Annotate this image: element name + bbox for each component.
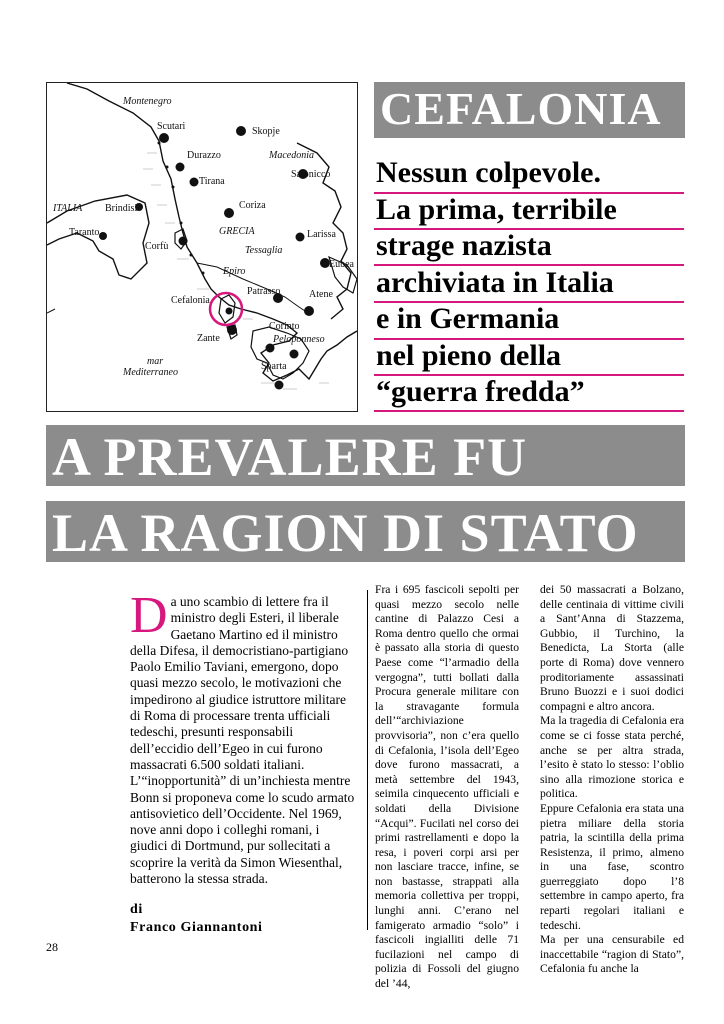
map-label: Zante — [197, 333, 220, 344]
map-label: Atene — [309, 289, 333, 300]
map-label: Skopje — [252, 126, 280, 137]
subtitle-line: archiviata in Italia — [376, 266, 614, 299]
map-label: Durazzo — [187, 150, 221, 161]
body-column-1: Fra i 695 fascicoli sepolti per quasi mezzo secolo nelle cantine di Palazzo Cesi a Roma dentro quello che ormai è passato alla storia di questo Paese come “l’armadio della vergogna”, tutti bollati dalla Procura generale militare con la stravagante formula dell’“archiviazione provvisoria”, non c’era quello di Cefalonia, l’isola dell’Egeo dove furono massacrati, a metà settembre del 1943, seimila cinquecento ufficiali e soldati della Divisione “Acqui”. Fucilati nel corso dei primi rastrellamenti e dopo la resa, i poveri corpi arsi per non lasciare tracce, infine, se non bastasse, strappati alla memoria collettiva per troppi, lunghi anni. C’erano nel famigerato armadio “solo” i fascicoli ingialliti delle 71 fucilazioni nel campo di polizia di Fossoli del giugno del ’44, — [375, 583, 519, 991]
map-label: Brindisi — [105, 203, 138, 214]
map-label: Montenegro — [123, 96, 172, 107]
map-label: Epiro — [223, 266, 246, 277]
map-label: Eubea — [329, 259, 354, 270]
map-label: Mediterraneo — [123, 367, 178, 378]
subtitle-line: “guerra fredda” — [376, 375, 585, 408]
map-label: Larissa — [307, 229, 336, 240]
map-figure — [46, 82, 358, 412]
byline-author: Franco Giannantoni — [130, 920, 263, 935]
byline-di: di — [130, 902, 143, 917]
map-label: Coriza — [239, 200, 266, 211]
map-label: Patrasso — [247, 286, 281, 297]
map-label: Macedonia — [269, 150, 314, 161]
map-label: Corinto — [269, 321, 300, 332]
headline-band-2-text: LA RAGION DI STATO — [52, 503, 639, 563]
map-label: Tirana — [199, 176, 225, 187]
intro-text: a uno scambio di lettere fra il ministro degli Esteri, il liberale Gaetano Martino ed il ministro della Difesa, il democristiano-partigiano Paolo Emilio Taviani, emergono, dopo quasi mezzo secolo, le motivazioni che impedirono al giudice istruttore militare di Roma di processare trenta ufficiali tedeschi, presunti responsabili dell’eccidio dell’Egeo in cui furono massacrati 6.500 soldati italiani. L’“inopportunità” di un’inchiesta mentre Bonn si proponeva come lo scudo armato antisovietico dell’Occidente. Nel 1969, nove anni dopo i colleghi romani, i giudici di Dortmund, pur sollecitati a scoprire la verità da Simon Wiesenthal, batterono la stessa strada. — [130, 594, 355, 887]
cefalonia-highlight-circle — [210, 293, 242, 325]
headline-band-1-text: A PREVALERE FU — [52, 427, 528, 487]
intro-paragraph — [130, 587, 358, 887]
map-label: Peloponneso — [273, 334, 325, 345]
map-label: ITALIA — [53, 203, 83, 214]
map-label: Cefalonia — [171, 295, 210, 306]
article-title: CEFALONIA — [380, 83, 662, 134]
body-paragraph: Ma la tragedia di Cefalonia era come se ci fosse stata perché, anche se per altra strada, l’esito è stato lo stesso: l’oblio sino alla rimozione storica e politica. — [540, 714, 684, 801]
map-label: Sparta — [261, 361, 287, 372]
subtitle-line: e in Germania — [376, 302, 560, 335]
map-label: Salonicco — [291, 169, 331, 180]
map-label: GRECIA — [219, 226, 255, 237]
drop-cap: D — [130, 587, 168, 644]
map-label: Tessaglia — [245, 245, 283, 256]
body-paragraph: Eppure Cefalonia era stata una pietra miliare della storia patria, la scintilla della prima Resistenza, il primo, almeno in una fase, scontro guerreggiato dopo l’8 settembre in campo aperto, fra reparti regolari italiani e tedeschi. — [540, 801, 684, 932]
subtitle-line: Nessun colpevole. — [376, 156, 601, 189]
subtitle-line: strage nazista — [376, 229, 552, 262]
map-label: Scutari — [157, 121, 186, 132]
subtitle-line: nel pieno della — [376, 339, 562, 372]
city-dots — [99, 126, 330, 390]
column-divider — [367, 590, 368, 930]
map-label: Corfù — [145, 241, 169, 252]
body-column-2 — [540, 583, 684, 977]
map-label: Taranto — [69, 227, 100, 238]
subtitle-rule — [374, 410, 684, 412]
body-paragraph: Ma per una censurabile ed inaccettabile “ragion di Stato”, Cefalonia fu anche la — [540, 933, 684, 976]
page-number: 28 — [46, 940, 58, 954]
map-drawing — [47, 83, 357, 411]
map-label: mar — [147, 356, 164, 367]
subtitle-line: La prima, terribile — [376, 193, 617, 226]
body-paragraph: dei 50 massacrati a Bolzano, delle centinaia di vittime civili a Sant’Anna di Stazzema, Gubbio, il Turchino, la Benedicta, La Storta (alle porte di Roma) dove vennero proditoriamente assassinati Bruno Buozzi e i suoi dodici compagni e altro ancora. — [540, 583, 684, 713]
